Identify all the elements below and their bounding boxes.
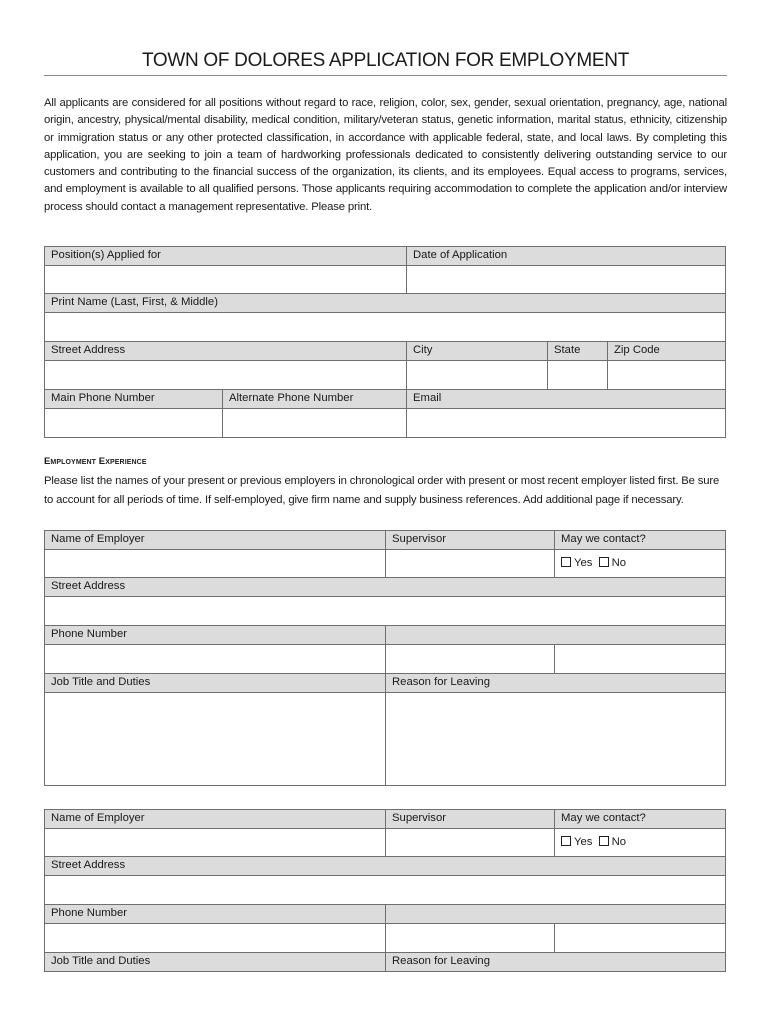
yes-checkbox[interactable] (561, 836, 571, 846)
name-input[interactable] (44, 312, 726, 342)
street-input[interactable] (44, 360, 407, 390)
state-input[interactable] (547, 360, 608, 390)
employer-name-input[interactable] (44, 828, 386, 857)
zip-label: Zip Code (607, 341, 726, 361)
alt-phone-label: Alternate Phone Number (222, 389, 407, 409)
phone-row-middle-input[interactable] (385, 644, 555, 674)
reason-leaving-label: Reason for Leaving (385, 952, 726, 972)
intro-paragraph: All applicants are considered for all positions without regard to race, religion, color, sex, gender, sexual orientation, pregnancy, age, national origin, ancestry, physical/mental disability, medical condition, military/veteran status, genetic information, marital status, ethnicity, citizenship or immigration status or any other protected classification, in accordance with applicable federal, state, and local laws. By completing this application, you are seeking to join a team of hardworking professionals dedicated to consistently delivering outstanding service to our customers and contributing to the financial success of the organization, its clients, and its employees. Equal access to programs, services, and employment is available to all qualified persons. Those applicants requiring accommodation to complete the application and/or interview process should contact a management representative. Please print. (44, 97, 727, 213)
title-divider (44, 75, 727, 76)
employer-street-label: Street Address (44, 577, 726, 597)
may-contact-options (554, 549, 726, 578)
phone-row-blank-header (385, 625, 726, 645)
city-label: City (406, 341, 548, 361)
employer-street-input[interactable] (44, 596, 726, 626)
employer-phone-input[interactable] (44, 923, 386, 953)
phone-row-middle-input[interactable] (385, 923, 555, 953)
employer-phone-input[interactable] (44, 644, 386, 674)
city-input[interactable] (406, 360, 548, 390)
employer-street-input[interactable] (44, 875, 726, 905)
name-label: Print Name (Last, First, & Middle) (44, 293, 726, 313)
yes-option-label: Yes (574, 836, 593, 848)
main-phone-input[interactable] (44, 408, 223, 438)
may-contact-options (554, 828, 726, 857)
reason-leaving-label: Reason for Leaving (385, 673, 726, 693)
employment-heading: Employment Experience (44, 456, 147, 467)
employer-phone-label: Phone Number (44, 625, 386, 645)
date-label: Date of Application (406, 246, 726, 266)
email-label: Email (406, 389, 726, 409)
main-phone-label: Main Phone Number (44, 389, 223, 409)
yes-checkbox[interactable] (561, 557, 571, 567)
employer-name-label: Name of Employer (44, 530, 386, 550)
zip-input[interactable] (607, 360, 726, 390)
employer-name-input[interactable] (44, 549, 386, 578)
reason-leaving-input[interactable] (385, 692, 726, 786)
position-label: Position(s) Applied for (44, 246, 407, 266)
job-title-label: Job Title and Duties (44, 673, 386, 693)
phone-row-blank-header (385, 904, 726, 924)
phone-row-right-input[interactable] (554, 644, 726, 674)
form-title: TOWN OF DOLORES APPLICATION FOR EMPLOYMENT (141, 50, 630, 71)
supervisor-label: Supervisor (385, 809, 555, 829)
supervisor-label: Supervisor (385, 530, 555, 550)
email-input[interactable] (406, 408, 726, 438)
phone-row-right-input[interactable] (554, 923, 726, 953)
date-input[interactable] (406, 265, 726, 294)
no-option-label: No (611, 557, 627, 569)
supervisor-input[interactable] (385, 549, 555, 578)
may-contact-label: May we contact? (554, 530, 726, 550)
position-input[interactable] (44, 265, 407, 294)
employer-phone-label: Phone Number (44, 904, 386, 924)
street-label: Street Address (44, 341, 407, 361)
employment-instructions: Please list the names of your present or previous employers in chronological order with present or most recent employer listed first. Be sure to account for all periods of time. If self-employed, give firm name and supply business references. Add additional page if necessary. (44, 475, 720, 506)
may-contact-label: May we contact? (554, 809, 726, 829)
job-title-label: Job Title and Duties (44, 952, 386, 972)
yes-option-label: Yes (574, 557, 593, 569)
employer-name-label: Name of Employer (44, 809, 386, 829)
no-checkbox[interactable] (599, 557, 609, 567)
supervisor-input[interactable] (385, 828, 555, 857)
alt-phone-input[interactable] (222, 408, 407, 438)
employer-street-label: Street Address (44, 856, 726, 876)
job-title-input[interactable] (44, 692, 386, 786)
state-label: State (547, 341, 608, 361)
no-checkbox[interactable] (599, 836, 609, 846)
no-option-label: No (611, 836, 627, 848)
